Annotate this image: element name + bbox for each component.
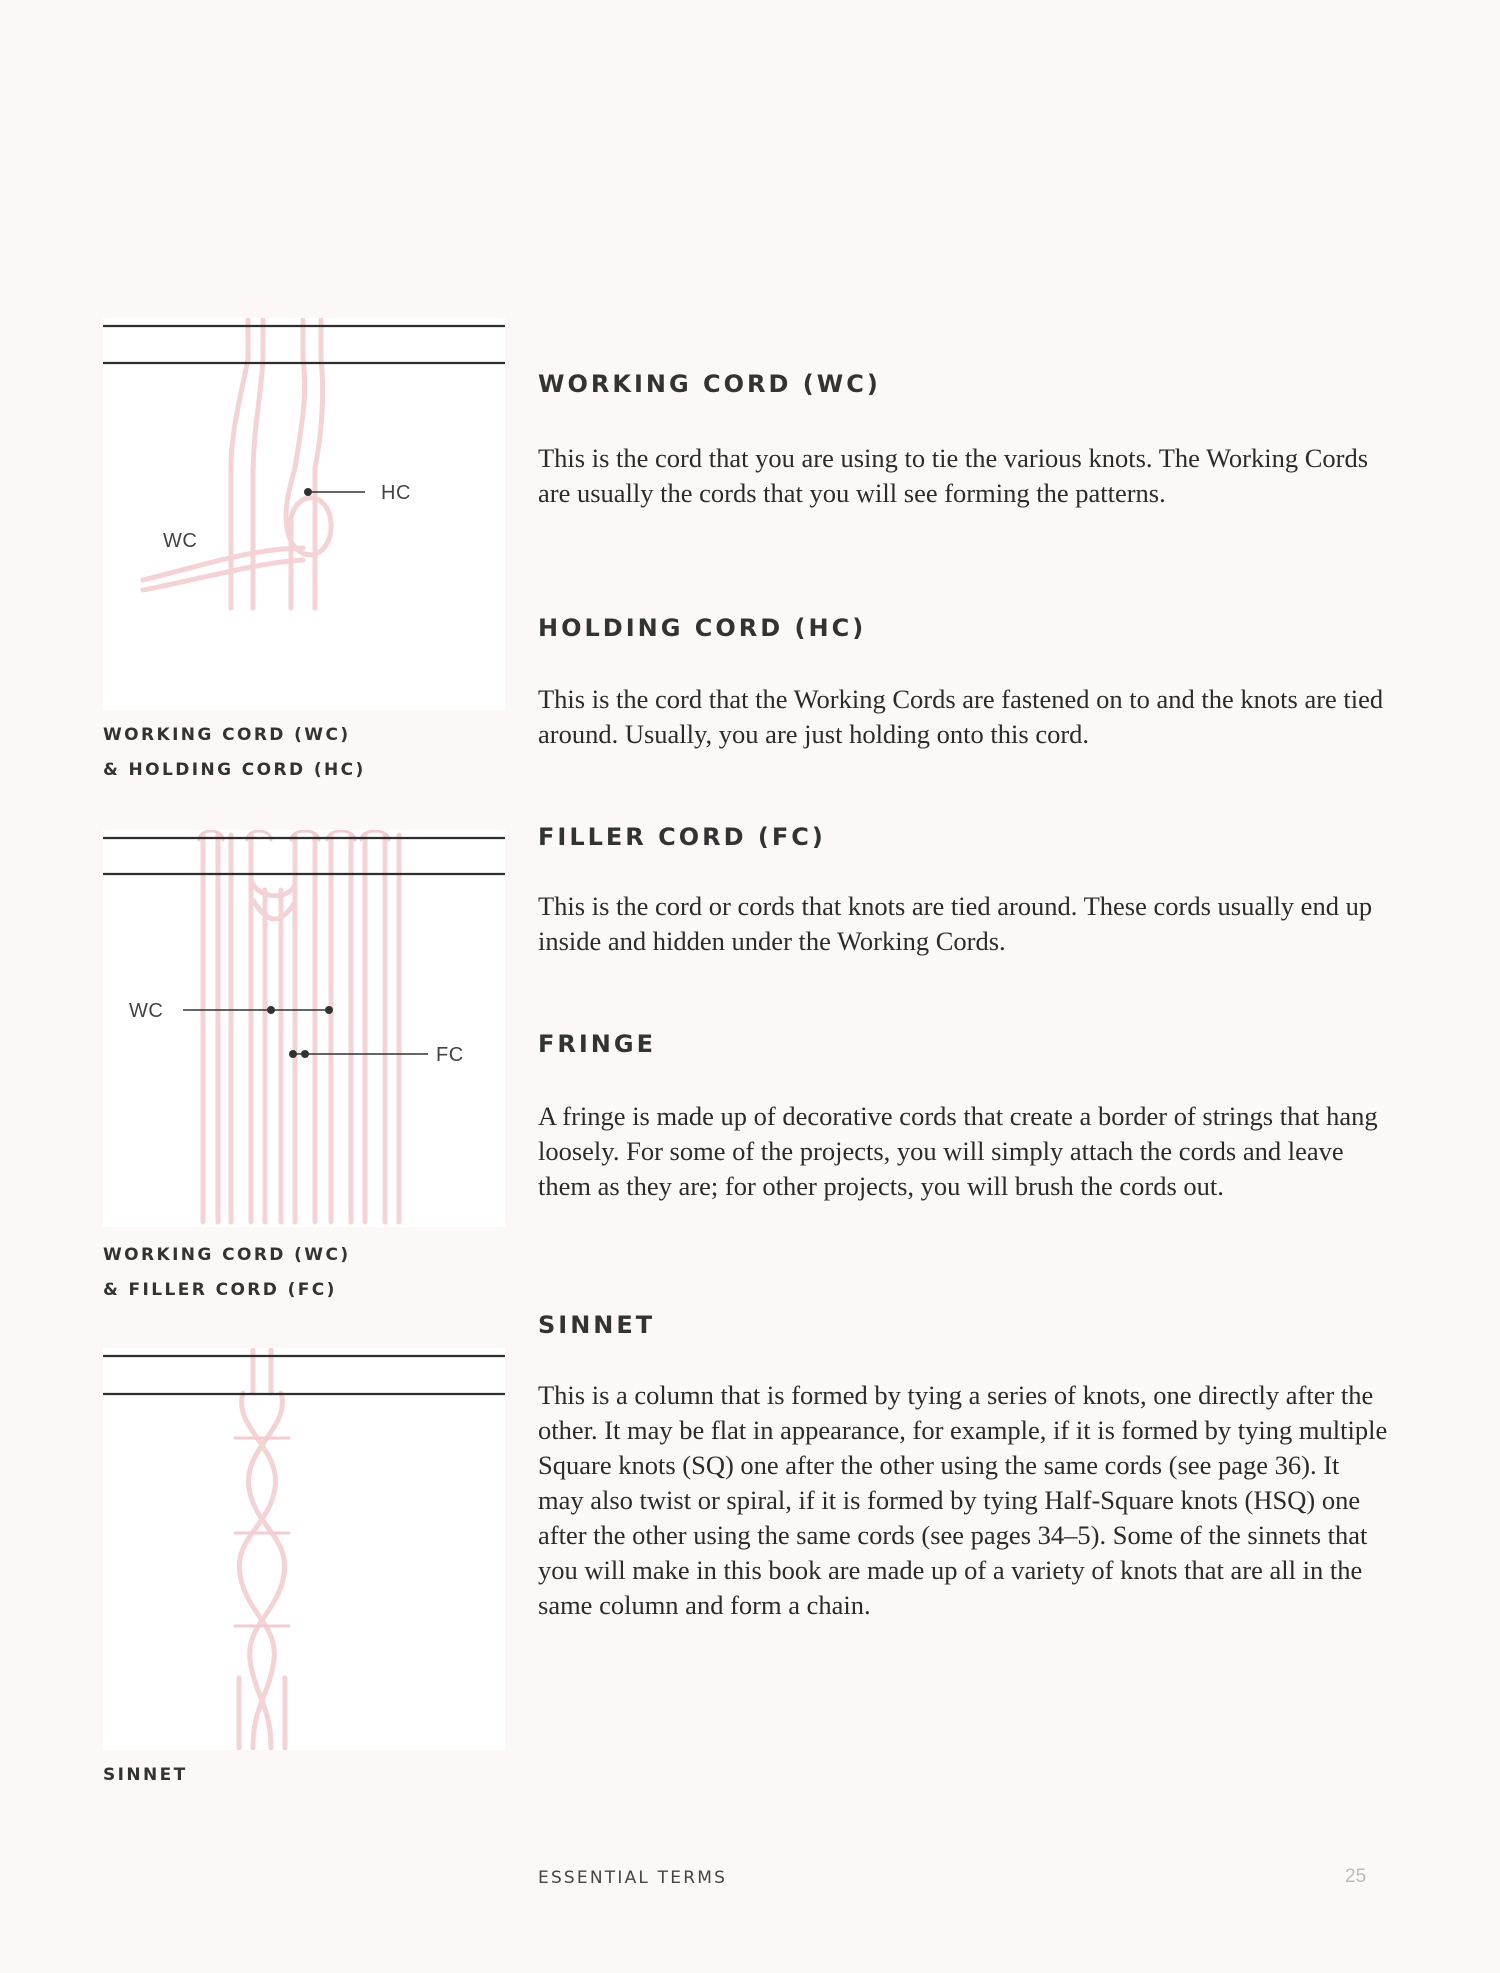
body-sinnet: This is a column that is formed by tying a series of knots, one directly after the other. It may be flat in appearance, for example, if it is formed by tying multiple Square knots (SQ) one after the other using the same cords (see page 36). It may also twist or spiral, if it is formed by tying Half-Square knots (HSQ) one after the other using the same cords (see pages 34–5). Some of the sinnets that you will make in this book are made up of a variety of knots that are all in the same column and form a chain. (538, 1380, 1388, 1620)
figure-1-caption-line-1: WORKING CORD (WC) (103, 725, 351, 745)
figure-working-holding-cord (103, 318, 505, 710)
heading-fringe: FRINGE (538, 1030, 656, 1058)
figure-2-caption (103, 1238, 351, 1308)
figure-2-caption-line-2: & FILLER CORD (FC) (103, 1280, 337, 1300)
figure-1-caption-line-2: & HOLDING CORD (HC) (103, 760, 366, 780)
figure-1-label-hc: HC (381, 482, 411, 504)
figure-3-caption-line-1: SINNET (103, 1765, 188, 1785)
figure-sinnet (103, 1348, 505, 1750)
body-fringe: A fringe is made up of decorative cords that create a border of strings that hang loosely. For some of the projects, you will simply attach the cords and leave them as they are; for other projects, you will brush the cords out. (538, 1101, 1378, 1201)
heading-filler-cord: FILLER CORD (FC) (538, 823, 826, 851)
figure-2-label-wc: WC (129, 1000, 164, 1022)
figure-3-illustration (103, 1348, 505, 1750)
body-working-cord: This is the cord that you are using to tie the various knots. The Working Cords are usually the cords that you will see forming the patterns. (538, 443, 1369, 508)
figure-working-filler-cord (103, 830, 505, 1227)
footer-section-title: ESSENTIAL TERMS (538, 1868, 728, 1888)
heading-holding-cord: HOLDING CORD (HC) (538, 614, 867, 642)
body-holding-cord: This is the cord that the Working Cords are fastened on to and the knots are tied around. Usually, you are just holding onto this cord. (538, 684, 1384, 749)
heading-working-cord: WORKING CORD (WC) (538, 370, 881, 398)
figure-2-label-fc: FC (436, 1044, 464, 1066)
figure-3-caption (103, 1758, 188, 1793)
figure-1-label-wc: WC (163, 530, 198, 552)
page-number: 25 (1345, 1866, 1367, 1887)
figure-1-caption (103, 718, 366, 788)
heading-sinnet: SINNET (538, 1311, 656, 1339)
figure-2-caption-line-1: WORKING CORD (WC) (103, 1245, 351, 1265)
figure-1-illustration (103, 318, 505, 710)
body-filler-cord: This is the cord or cords that knots are tied around. These cords usually end up inside and hidden under the Working Cords. (538, 891, 1373, 956)
figure-2-illustration (103, 830, 505, 1227)
